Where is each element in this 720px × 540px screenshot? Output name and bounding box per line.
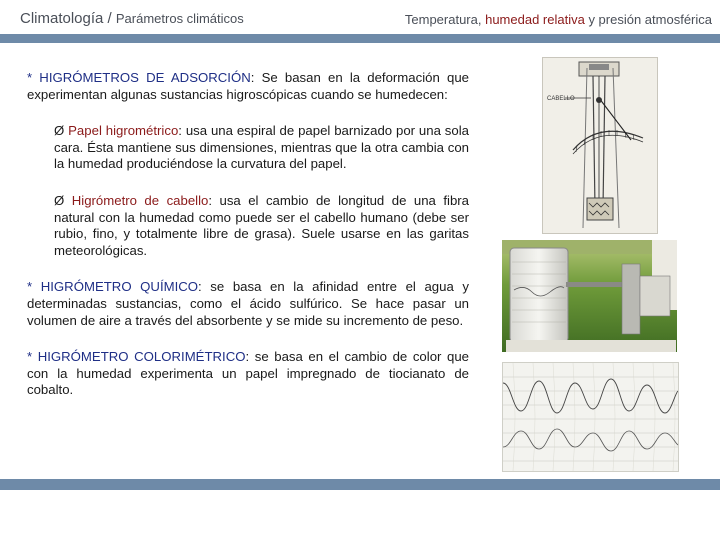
quimico-keyword: * HIGRÓMETRO QUÍMICO <box>27 279 199 295</box>
hair-hygrometer-drawing <box>543 58 657 233</box>
header-subtitle: Parámetros climáticos <box>115 11 244 26</box>
adsorcion-paragraph <box>27 70 469 103</box>
adsorcion-text: : Se basan en la deformación que experimentan algunas sustancias higroscópicas cuando se humedecen: <box>27 70 469 102</box>
arrow-icon: Ø <box>54 123 69 139</box>
papel-text: : usa una espiral de papel barnizado por una sola cara. Ésta mantiene sus dimensiones, mientras que la otra cambia con la humedad produciéndose la curvatura del papel. <box>54 123 470 172</box>
arrow-icon: Ø <box>54 192 72 208</box>
cabello-text: : usa el cambio de longitud de una fibra natural con la humedad como puede ser el cabello humano (debe ser rubio, fino, y totalmente libre de grasa). Suele usarse en las garitas meteorológicas. <box>54 192 470 258</box>
colorimetrico-paragraph <box>27 349 469 399</box>
body-text <box>27 70 469 399</box>
header-left-title <box>20 10 244 27</box>
bottom-band <box>0 479 720 490</box>
top-band <box>0 34 720 43</box>
papel-keyword: Papel higrométrico <box>68 123 179 139</box>
header-right-highlight: humedad relativa <box>485 12 585 27</box>
header-right-title <box>405 12 712 27</box>
hair-hygrometer-diagram <box>542 57 658 234</box>
quimico-text: : se basa en la afinidad entre el agua y determinadas sustancias, como el ácido sulfúrico. Se hace pasar un volumen de aire a través del absorbente y se mide su incremento de peso. <box>27 279 469 328</box>
hygrogram-drawing <box>503 363 678 471</box>
colorimetrico-keyword: * HIGRÓMETRO COLORIMÉTRICO <box>27 349 246 365</box>
thermohygrograph-drawing <box>502 240 677 352</box>
papel-bullet <box>27 123 469 173</box>
hygrogram-chart-photo <box>502 362 679 472</box>
colorimetrico-text: : se basa en el cambio de color que con la humedad experimenta un papel impregnado de tiocianato de cobalto. <box>27 349 469 398</box>
header-right-part2: y presión atmosférica <box>584 12 712 27</box>
cabello-bullet <box>27 193 469 259</box>
thermohygrograph-photo <box>502 240 677 352</box>
header-right-part1: Temperatura, <box>404 12 486 27</box>
diagram-label: CABELLO <box>547 96 575 102</box>
adsorcion-keyword: * HIGRÓMETROS DE ADSORCIÓN <box>27 70 251 85</box>
cabello-keyword: Higrómetro de cabello <box>71 192 209 208</box>
slide-header <box>0 0 720 32</box>
header-title: Climatología / <box>20 10 116 27</box>
quimico-paragraph <box>27 279 469 329</box>
